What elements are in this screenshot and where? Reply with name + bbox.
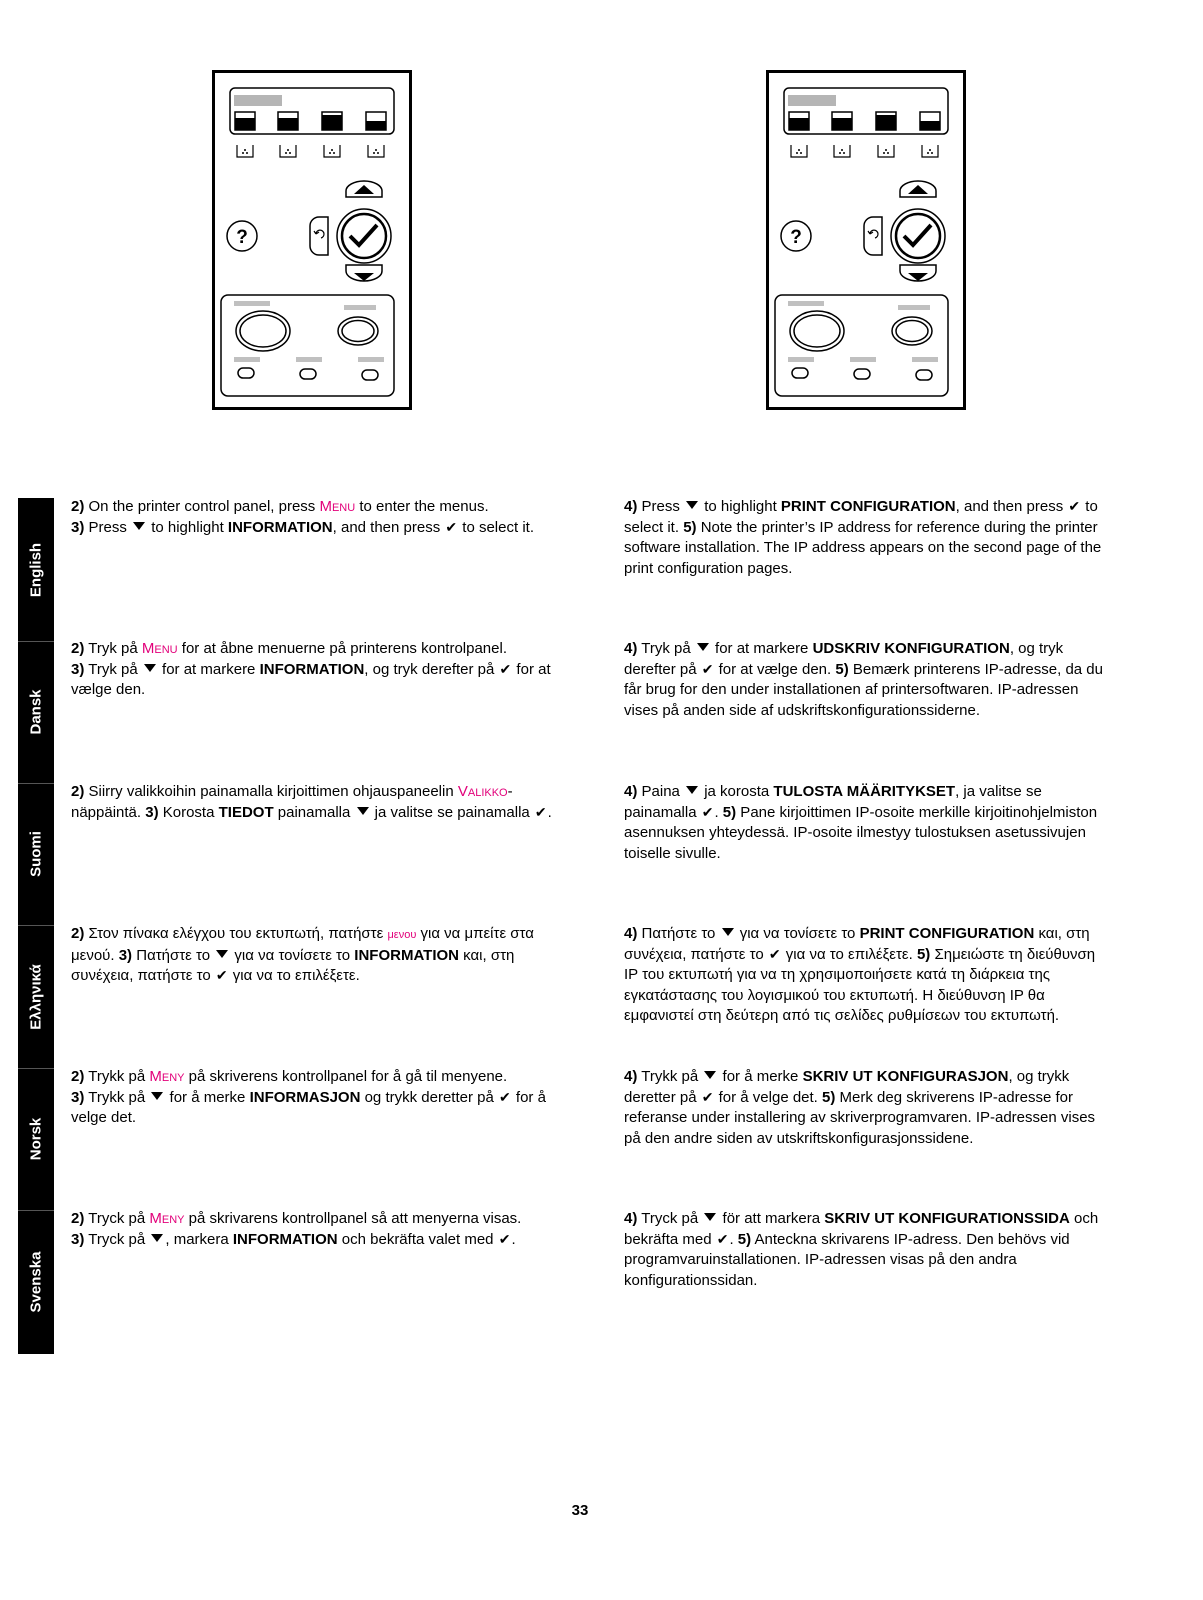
instruction-steps-4-5-english: 4) Press to highlight PRINT CONFIGURATION, and then press ✔ to select it. 5) Note the printer’s IP address for reference during the printer software installation. The IP address appears on the second page of the print configuration pages. <box>624 498 1102 577</box>
tab-divider <box>18 641 54 642</box>
instruction-steps-2-3-english: 2) On the printer control panel, press Menu to enter the menus. 3) Press to highlight INFORMATION, and then press ✔ to select it. <box>71 498 534 536</box>
language-tab-label: Ελληνικά <box>27 963 45 1030</box>
language-tab-svenska <box>18 1210 54 1354</box>
down-arrow-icon <box>151 1092 163 1100</box>
tab-divider <box>18 925 54 926</box>
instruction-steps-2-3-ellinika: 2) Στον πίνακα ελέγχου του εκτυπωτή, πατήστε μενου για να μπείτε στα μενού. 3) Πατήστε το για να τονίσετε το INFORMATION και, στη συνέχεια, πατήστε το ✔ για να το επιλέξετε. <box>71 925 534 985</box>
down-arrow-icon <box>686 786 698 794</box>
control-panel-illustration-left <box>212 70 412 410</box>
checkmark-icon: ✔ <box>768 945 781 962</box>
checkmark-icon: ✔ <box>534 803 547 820</box>
menu-button-label: Menu <box>319 498 356 515</box>
language-tab-label: Norsk <box>27 1117 45 1161</box>
tab-divider <box>18 1210 54 1211</box>
checkmark-icon: ✔ <box>498 1230 511 1247</box>
small-oval-button[interactable] <box>892 317 932 345</box>
help-button[interactable] <box>781 221 811 251</box>
language-tab-norsk <box>18 1068 54 1210</box>
down-arrow-icon <box>216 950 228 958</box>
down-arrow-icon <box>133 522 145 530</box>
instruction-steps-2-3-svenska: 2) Tryck på Meny på skrivarens kontrollpanel så att menyerna visas. 3) Tryck på , markera INFORMATION och bekräfta valet med ✔. <box>71 1210 522 1248</box>
large-oval-button[interactable] <box>236 311 290 351</box>
up-arrow-button[interactable] <box>346 181 382 197</box>
back-button[interactable] <box>310 217 328 255</box>
svg-text:?: ? <box>790 227 802 248</box>
large-oval-button[interactable] <box>790 311 844 351</box>
checkmark-icon: ✔ <box>1068 498 1081 514</box>
tab-divider <box>18 1068 54 1069</box>
language-tab-label: English <box>27 542 45 597</box>
page-number: 33 <box>571 1502 589 1519</box>
small-oval-button[interactable] <box>338 317 378 345</box>
control-panel-illustration-right <box>766 70 966 410</box>
menu-button-label: μενου <box>387 929 417 941</box>
instruction-steps-2-3-suomi: 2) Siirry valikkoihin painamalla kirjoittimen ohjauspaneelin Valikko-näppäintä. 3) Korosta TIEDOT painamalla ja valitse se painamalla ✔. <box>71 783 552 821</box>
select-checkmark-button[interactable] <box>891 209 945 263</box>
down-arrow-button[interactable] <box>346 265 382 281</box>
down-arrow-icon <box>151 1234 163 1242</box>
down-arrow-icon <box>722 928 734 936</box>
language-tab-label: Dansk <box>27 689 45 735</box>
menu-button-label: Meny <box>149 1210 185 1227</box>
svg-text:?: ? <box>236 227 248 248</box>
menu-button-label: Menu <box>141 640 178 657</box>
menu-button-label: Valikko <box>457 783 508 800</box>
checkmark-icon: ✔ <box>701 660 714 677</box>
instruction-steps-4-5-suomi: 4) Paina ja korosta TULOSTA MÄÄRITYKSET, ja valitse se painamalla ✔. 5) Pane kirjoittimen IP-osoite merkille kirjoitinohjelmiston asennuksen yhteydessä. IP-osoite ilmestyy tulostuksen asetussivujen toiselle sivulle. <box>624 783 1098 862</box>
language-tab-suomi <box>18 783 54 925</box>
instruction-steps-2-3-norsk: 2) Trykk på Meny på skriverens kontrollpanel for å gå til menyene. 3) Trykk på for å merke INFORMASJON og trykk deretter på ✔ for å velge det. <box>71 1068 546 1127</box>
language-tab-dansk <box>18 641 54 783</box>
checkmark-icon: ✔ <box>701 1088 714 1105</box>
down-arrow-icon <box>357 807 369 815</box>
checkmark-icon: ✔ <box>215 967 228 984</box>
language-tab-label: Suomi <box>27 831 45 877</box>
language-tab-label: Svenska <box>27 1251 45 1313</box>
tab-divider <box>18 783 54 784</box>
instruction-steps-4-5-norsk: 4) Trykk på for å merke SKRIV UT KONFIGURASJON, og trykk deretter på ✔ for å velge det. 5) Merk deg skriverens IP-adresse for referanse under installering av skriverprogramvaren. IP-adressen vises på den andre siden av utskriftskonfigurasjonssidene. <box>624 1068 1096 1147</box>
instruction-steps-4-5-ellinika: 4) Πατήστε το για να τονίσετε το PRINT CONFIGURATION και, στη συνέχεια, πατήστε το ✔ για να το επιλέξετε. 5) Σημειώστε τη διεύθυνση IP του εκτυπωτή για να τη χρησιμοποιήσετε κατά τη διάρκεια της εγκατάστασης του λογισμικού του εκτυπωτή. Η διεύθυνση IP θα εμφανιστεί στη δεύτερη από τις σελίδες ρυθμίσεων του εκτυπωτή. <box>624 925 1096 1025</box>
help-button[interactable] <box>227 221 257 251</box>
down-arrow-icon <box>697 643 709 651</box>
down-arrow-icon <box>704 1071 716 1079</box>
control-panel-drawing <box>212 70 412 410</box>
language-tab-english <box>18 498 54 641</box>
instruction-steps-2-3-dansk: 2) Tryk på Menu for at åbne menuerne på printerens kontrolpanel. 3) Tryk på for at markere INFORMATION, og tryk derefter på ✔ for at vælge den. <box>71 640 551 699</box>
back-button[interactable] <box>864 217 882 255</box>
checkmark-icon: ✔ <box>445 518 458 535</box>
checkmark-icon: ✔ <box>499 660 512 677</box>
down-arrow-icon <box>704 1213 716 1221</box>
checkmark-icon: ✔ <box>701 803 714 820</box>
down-arrow-button[interactable] <box>900 265 936 281</box>
down-arrow-icon <box>144 664 156 672</box>
checkmark-icon: ✔ <box>499 1088 511 1105</box>
down-arrow-icon <box>686 501 698 509</box>
language-tab-ellinika <box>18 925 54 1068</box>
select-checkmark-button[interactable] <box>337 209 391 263</box>
instruction-steps-4-5-svenska: 4) Tryck på för att markera SKRIV UT KONFIGURATIONSSIDA och bekräfta med ✔. 5) Anteckna skrivarens IP-adress. Den behövs vid programvaruinstallationen. IP-adressen visas på den andra konfigurationssidan. <box>624 1210 1099 1289</box>
up-arrow-button[interactable] <box>900 181 936 197</box>
menu-button-label: Meny <box>149 1068 185 1085</box>
instruction-steps-4-5-dansk: 4) Tryk på for at markere UDSKRIV KONFIGURATION, og tryk derefter på ✔ for at vælge den. 5) Bemærk printerens IP-adresse, da du får brug for den under installationen af printersoftwaren. IP-adressen vises på anden side af udskriftskonfigurationssiderne. <box>624 640 1103 719</box>
checkmark-icon: ✔ <box>716 1230 729 1247</box>
control-panel-drawing <box>766 70 966 410</box>
